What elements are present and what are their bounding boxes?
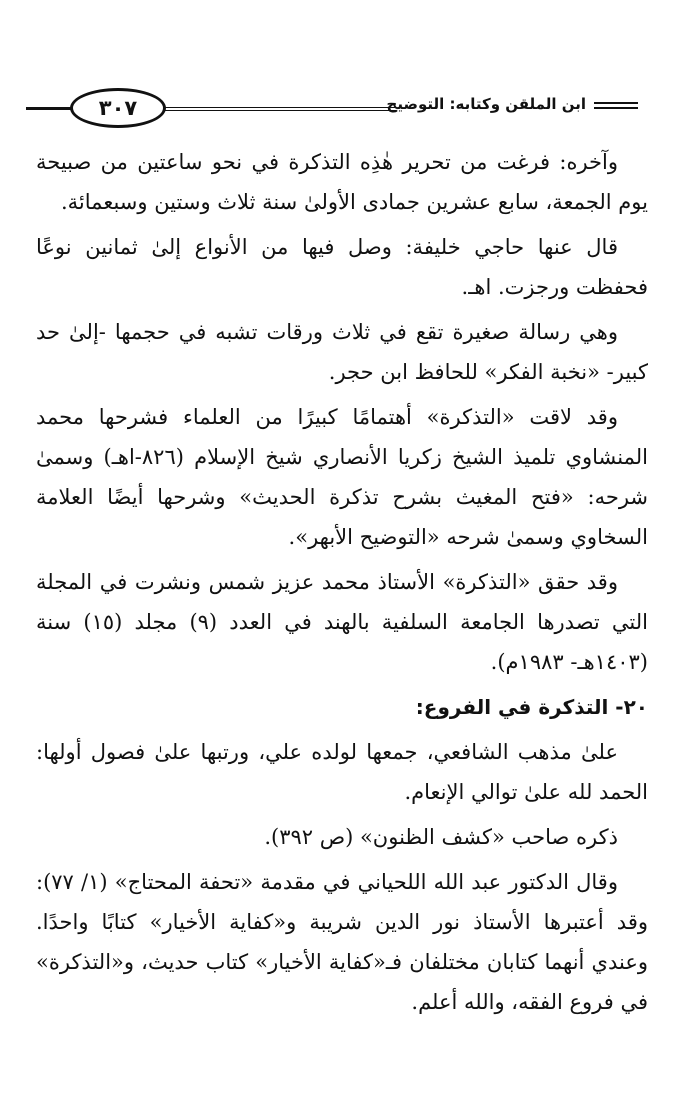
- paragraph: وهي رسالة صغيرة تقع في ثلاث ورقات تشبه في حجمها -إلىٰ حد كبير- «نخبة الفكر» للحافظ ابن حجر.: [36, 320, 648, 384]
- page-body: [36, 142, 648, 1027]
- paragraph: وآخره: فرغت من تحرير هٰذِه التذكرة في نحو ساعتين من صبيحة يوم الجمعة، سابع عشرين جمادى الأولىٰ سنة ثلاث وستين وسبعمائة.: [36, 150, 648, 214]
- header-rule-right: [594, 102, 638, 109]
- running-header: [26, 80, 638, 136]
- page-number: ٣٠٧: [98, 96, 138, 120]
- running-title: ابن الملقن وكتابه: التوضيح: [386, 95, 586, 113]
- paragraph: وقال الدكتور عبد الله اللحياني في مقدمة «تحفة المحتاج» (١/ ٧٧): وقد أعتبرها الأستاذ نور الدين شريبة و«كفاية الأخيار» كتابًا واحدًا. وعندي أنهما كتابان مختلفان فـ«كفاية الأخيار» كتاب حديث، و«التذكرة» في فروع الفقه، والله أعلم.: [36, 870, 648, 1014]
- header-rule-left: [26, 107, 74, 110]
- section-heading: ٢٠- التذكرة في الفروع:: [415, 695, 648, 719]
- header-rule-middle: [164, 107, 396, 111]
- paragraph: علىٰ مذهب الشافعي، جمعها لولده علي، ورتبها علىٰ فصول أولها: الحمد لله علىٰ توالي الإنعام.: [36, 740, 648, 804]
- paragraph: وقد حقق «التذكرة» الأستاذ محمد عزيز شمس ونشرت في المجلة التي تصدرها الجامعة السلفية بالهند في العدد (٩) مجلد (١٥) سنة (١٤٠٣هـ- ١٩٨٣م).: [36, 570, 648, 674]
- page-number-oval: [70, 88, 166, 128]
- paragraph: قال عنها حاجي خليفة: وصل فيها من الأنواع إلىٰ ثمانين نوعًا فحفظت ورجزت. اهـ.: [36, 235, 648, 299]
- paragraph: ذكره صاحب «كشف الظنون» (ص ٣٩٢).: [264, 825, 618, 849]
- paragraph: وقد لاقت «التذكرة» أهتمامًا كبيرًا من العلماء فشرحها محمد المنشاوي تلميذ الشيخ زكريا الأنصاري شيخ الإسلام (٨٢٦-اهـ) وسمىٰ شرحه: «فتح المغيث بشرح تذكرة الحديث» وشرحها أيضًا العلامة السخاوي وسمىٰ شرحه «التوضيح الأبهر».: [36, 405, 648, 549]
